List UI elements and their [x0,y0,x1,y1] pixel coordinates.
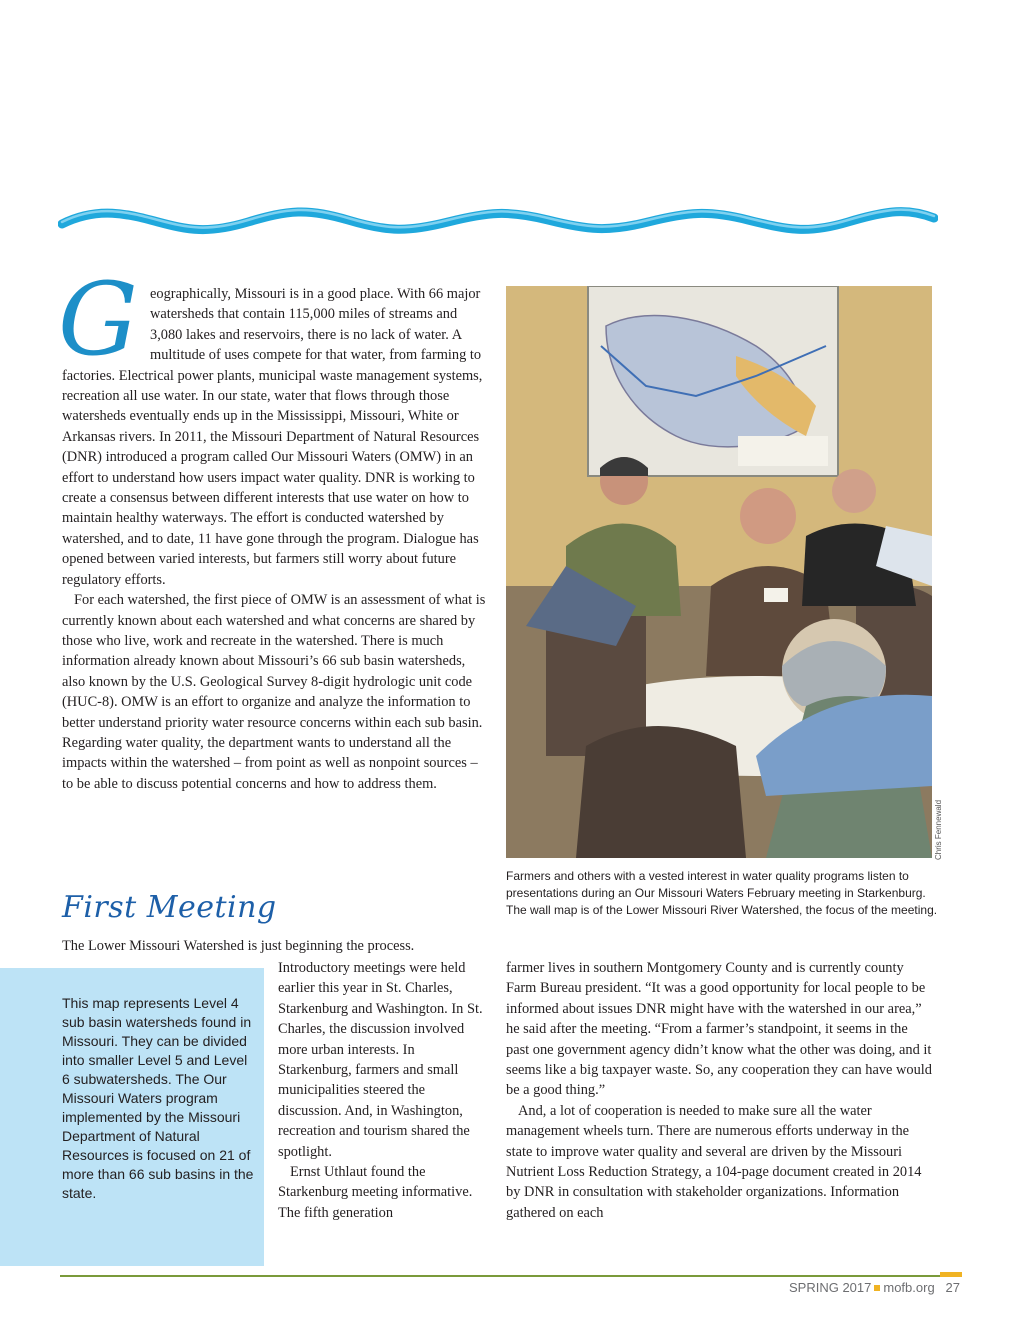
intro-article-text [58,261,488,794]
wall-map [588,286,838,476]
middle-column-text [278,958,484,1223]
wave-divider [58,200,938,250]
footer-accent-bar [940,1272,962,1277]
meeting-photo [506,286,932,858]
sidebar-text: This map represents Level 4 sub basin watersheds found in Missouri. They can be divided into smaller Level 5 and Level 6 subwatersheds. The Our Missouri Waters program implemented by the Missouri Department of Natural Resources is focused on 21 of more than 66 sub basins in the state. [62,995,254,1201]
page-footer [760,1280,960,1295]
footer-issue: SPRING 2017 [789,1280,872,1295]
photo-credit: Chris Fennewald [934,799,943,860]
section-lead-line: The Lower Missouri Watershed is just beginning the process. [62,938,415,954]
footer-site: mofb.org [883,1280,935,1295]
section-heading: First Meeting [62,890,277,925]
intro-paragraph-2: For each watershed, the first piece of OMW is an assessment of what is currently known about each watershed and what concerns are shared by those who live, work and recreate in the watershed. There is much information already known about Missouri’s 66 sub basin watersheds, also known by the U.S. Geological Survey 8-digit hydrologic unit code (HUC-8). OMW is an effort to organize and analyze the information to better understand priority water resource concerns within each sub basin. Regarding water quality, the department wants to understand all the impacts within the watershed – from point as well as nonpoint sources – to be able to discuss potential concerns and how to address them. [62,592,486,792]
map-sidebar-box [0,968,264,1266]
middle-paragraph-1: Introductory meetings were held earlier this year in St. Charles, Starkenburg and Washington. In St. Charles, the discussion involved more urban interests. In Starkenburg, farmers and small municipalities steered the discussion. And, in Washington, recreation and tourism shared the spotlight. [278,960,483,1160]
drop-cap: G [58,261,138,378]
page-number: 27 [945,1280,960,1295]
footer-square-icon [874,1285,880,1291]
right-paragraph-1: farmer lives in southern Montgomery County and is currently county Farm Bureau president. “It was a good opportunity for local people to be informed about issues DNR might have with the watershed in our area,” he said after the meeting. “From a farmer’s standpoint, it seems in the past one government agency didn’t know what the other was doing, and it seems like a big taxpayer waste. So, any cooperation they can have would be a good thing.” [506,960,932,1099]
right-paragraph-2: And, a lot of cooperation is needed to make sure all the water management wheels turn. There are numerous efforts underway in the state to improve water quality and several are driven by the Missouri Nutrient Loss Reduction Strategy, a 104-page document created in 2014 by DNR in consultation with stakeholder organizations. Information gathered on each [506,1102,922,1221]
intro-paragraph-1: eographically, Missouri is in a good place. With 66 major watersheds that contain 115,000 miles of streams and 3,080 lakes and reservoirs, there is no lack of water. A multitude of uses compete for that water, from farming to factories. Electrical power plants, municipal waste management systems, recreation all use water. In our state, water that flows through those watersheds eventually ends up in the Mississippi, Missouri, White or Arkansas rivers. In 2011, the Missouri Department of Natural Resources (DNR) introduced a program called Our Missouri Waters (OMW) in an effort to understand how users impact water quality. DNR is working to create a consensus between different interests that use water on how to maintain healthy waterways. The effort is conducted watershed by watershed, and to date, 11 have gone through the program. Dialogue has opened between varied interests, but farmers still worry about future regulatory efforts. [62,286,483,588]
footer-rule [60,1275,962,1277]
right-column-text [506,958,932,1223]
photo-caption: Farmers and others with a vested interest in water quality programs listen to presentations during an Our Missouri Waters February meeting in Starkenburg. The wall map is of the Lower Missouri River Watershed, the focus of the meeting. [506,869,938,917]
middle-paragraph-2: Ernst Uthlaut found the Starkenburg meeting informative. The fifth generation [278,1164,473,1221]
